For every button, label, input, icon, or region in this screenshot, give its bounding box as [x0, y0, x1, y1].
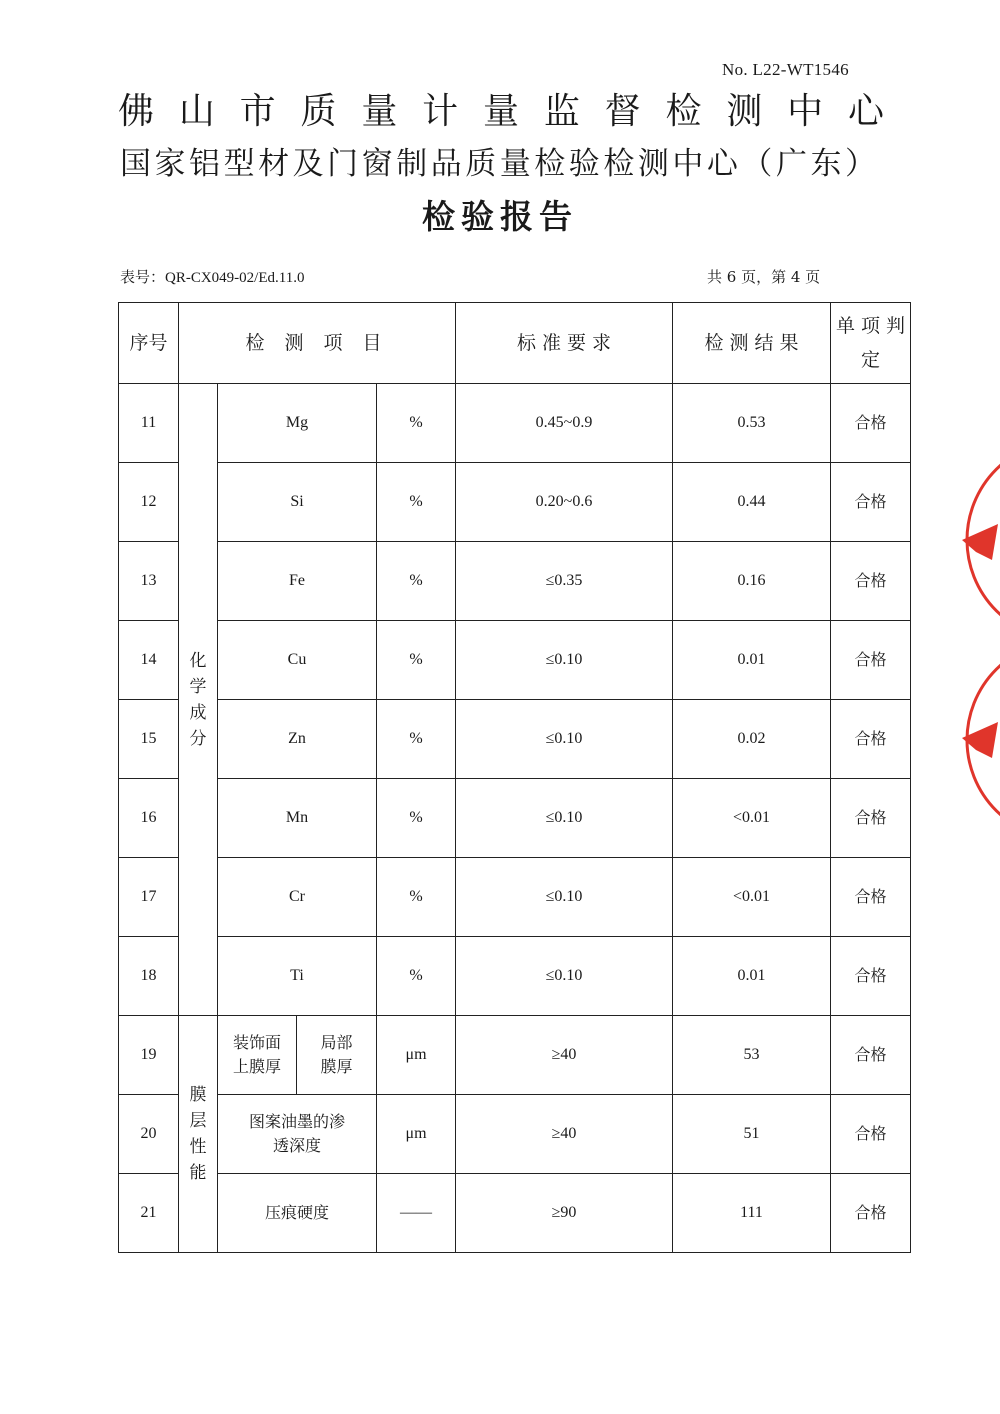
- row-unit: %: [377, 621, 456, 700]
- row-unit: μm: [377, 1095, 456, 1174]
- table-row: [119, 384, 911, 463]
- row-number: 13: [119, 542, 179, 621]
- report-number: No. L22-WT1546: [722, 60, 849, 79]
- row-number: 16: [119, 779, 179, 858]
- row-standard: ≤0.35: [456, 542, 673, 621]
- table-row: [119, 542, 911, 621]
- row-verdict: 合格: [831, 542, 911, 621]
- row-result: 0.16: [673, 542, 831, 621]
- row-verdict: 合格: [831, 1016, 911, 1095]
- row-item: Ti: [218, 937, 377, 1016]
- row-number: 12: [119, 463, 179, 542]
- row-standard: ≤0.10: [456, 700, 673, 779]
- row-number: 19: [119, 1016, 179, 1095]
- row-result: <0.01: [673, 779, 831, 858]
- group-chemical-composition: [179, 384, 218, 1016]
- results-table: [118, 302, 911, 1253]
- row-verdict: 合格: [831, 1095, 911, 1174]
- row-standard: ≤0.10: [456, 779, 673, 858]
- row-standard: ≤0.10: [456, 858, 673, 937]
- row-standard: ≤0.10: [456, 621, 673, 700]
- row-verdict: 合格: [831, 937, 911, 1016]
- row-item: Si: [218, 463, 377, 542]
- row-unit: %: [377, 384, 456, 463]
- group-film-performance: [179, 1016, 218, 1253]
- row-standard: ≥40: [456, 1095, 673, 1174]
- row-result: <0.01: [673, 858, 831, 937]
- row-unit: %: [377, 937, 456, 1016]
- row-item-text: 图案油墨的渗透深度: [249, 1112, 346, 1155]
- pagination: 共 6 页，第 4 页: [707, 268, 821, 286]
- table-row: [119, 621, 911, 700]
- row-item-b-text: 局部膜厚: [320, 1033, 353, 1076]
- row-item-a: [218, 1016, 297, 1095]
- row-item: Zn: [218, 700, 377, 779]
- row-unit: μm: [377, 1016, 456, 1095]
- header-item: 检 测 项 目: [179, 303, 456, 384]
- row-unit: %: [377, 779, 456, 858]
- row-unit: ——: [377, 1174, 456, 1253]
- table-row: [119, 463, 911, 542]
- row-item: Mn: [218, 779, 377, 858]
- row-result: 0.44: [673, 463, 831, 542]
- form-number-label: 表号：: [120, 268, 166, 286]
- row-verdict: 合格: [831, 858, 911, 937]
- row-unit: %: [377, 463, 456, 542]
- row-result: 0.53: [673, 384, 831, 463]
- row-verdict: 合格: [831, 779, 911, 858]
- row-result: 111: [673, 1174, 831, 1253]
- row-number: 21: [119, 1174, 179, 1253]
- group-label: 化学成分: [189, 650, 207, 749]
- row-item: Cu: [218, 621, 377, 700]
- row-verdict: 合格: [831, 384, 911, 463]
- center-title: 国家铝型材及门窗制品质量检验检测中心（广东）: [120, 146, 876, 182]
- row-result: 0.02: [673, 700, 831, 779]
- row-standard: ≤0.10: [456, 937, 673, 1016]
- header-standard: 标 准 要 求: [456, 303, 673, 384]
- row-standard: 0.45~0.9: [456, 384, 673, 463]
- header-row: [119, 303, 911, 384]
- group-label: 膜层性能: [189, 1085, 207, 1183]
- row-item-a-text: 装饰面上膜厚: [232, 1033, 281, 1076]
- row-item: [218, 1095, 377, 1174]
- row-standard: ≥40: [456, 1016, 673, 1095]
- row-verdict: 合格: [831, 621, 911, 700]
- row-verdict: 合格: [831, 1174, 911, 1253]
- row-item: Fe: [218, 542, 377, 621]
- header-result: 检 测 结 果: [673, 303, 831, 384]
- row-number: 18: [119, 937, 179, 1016]
- row-item: 压痕硬度: [218, 1174, 377, 1253]
- table-row: [119, 779, 911, 858]
- row-number: 20: [119, 1095, 179, 1174]
- seal-stamp-graphic: [962, 440, 1000, 840]
- header-verdict: 单 项 判 定: [831, 303, 911, 384]
- row-result: 51: [673, 1095, 831, 1174]
- row-verdict: 合格: [831, 700, 911, 779]
- form-number-value: QR-CX049-02/Ed.11.0: [165, 270, 305, 286]
- row-unit: %: [377, 542, 456, 621]
- row-number: 17: [119, 858, 179, 937]
- institution-title: 佛山市质量计量监督检测中心: [118, 91, 884, 132]
- row-result: 0.01: [673, 621, 831, 700]
- row-result: 53: [673, 1016, 831, 1095]
- row-standard: ≥90: [456, 1174, 673, 1253]
- table-row: [119, 1016, 911, 1095]
- row-number: 11: [119, 384, 179, 463]
- form-number: [120, 266, 304, 287]
- row-unit: %: [377, 858, 456, 937]
- row-standard: 0.20~0.6: [456, 463, 673, 542]
- table-row: [119, 1095, 911, 1174]
- row-result: 0.01: [673, 937, 831, 1016]
- header-seq: 序号: [119, 303, 179, 384]
- table-row: [119, 858, 911, 937]
- table-row: [119, 937, 911, 1016]
- row-verdict: 合格: [831, 463, 911, 542]
- row-item-b: [297, 1016, 377, 1095]
- table-row: [119, 700, 911, 779]
- table-row: [119, 1174, 911, 1253]
- report-title: 检验报告: [422, 197, 578, 236]
- row-number: 14: [119, 621, 179, 700]
- row-number: 15: [119, 700, 179, 779]
- row-item: Mg: [218, 384, 377, 463]
- row-unit: %: [377, 700, 456, 779]
- row-item: Cr: [218, 858, 377, 937]
